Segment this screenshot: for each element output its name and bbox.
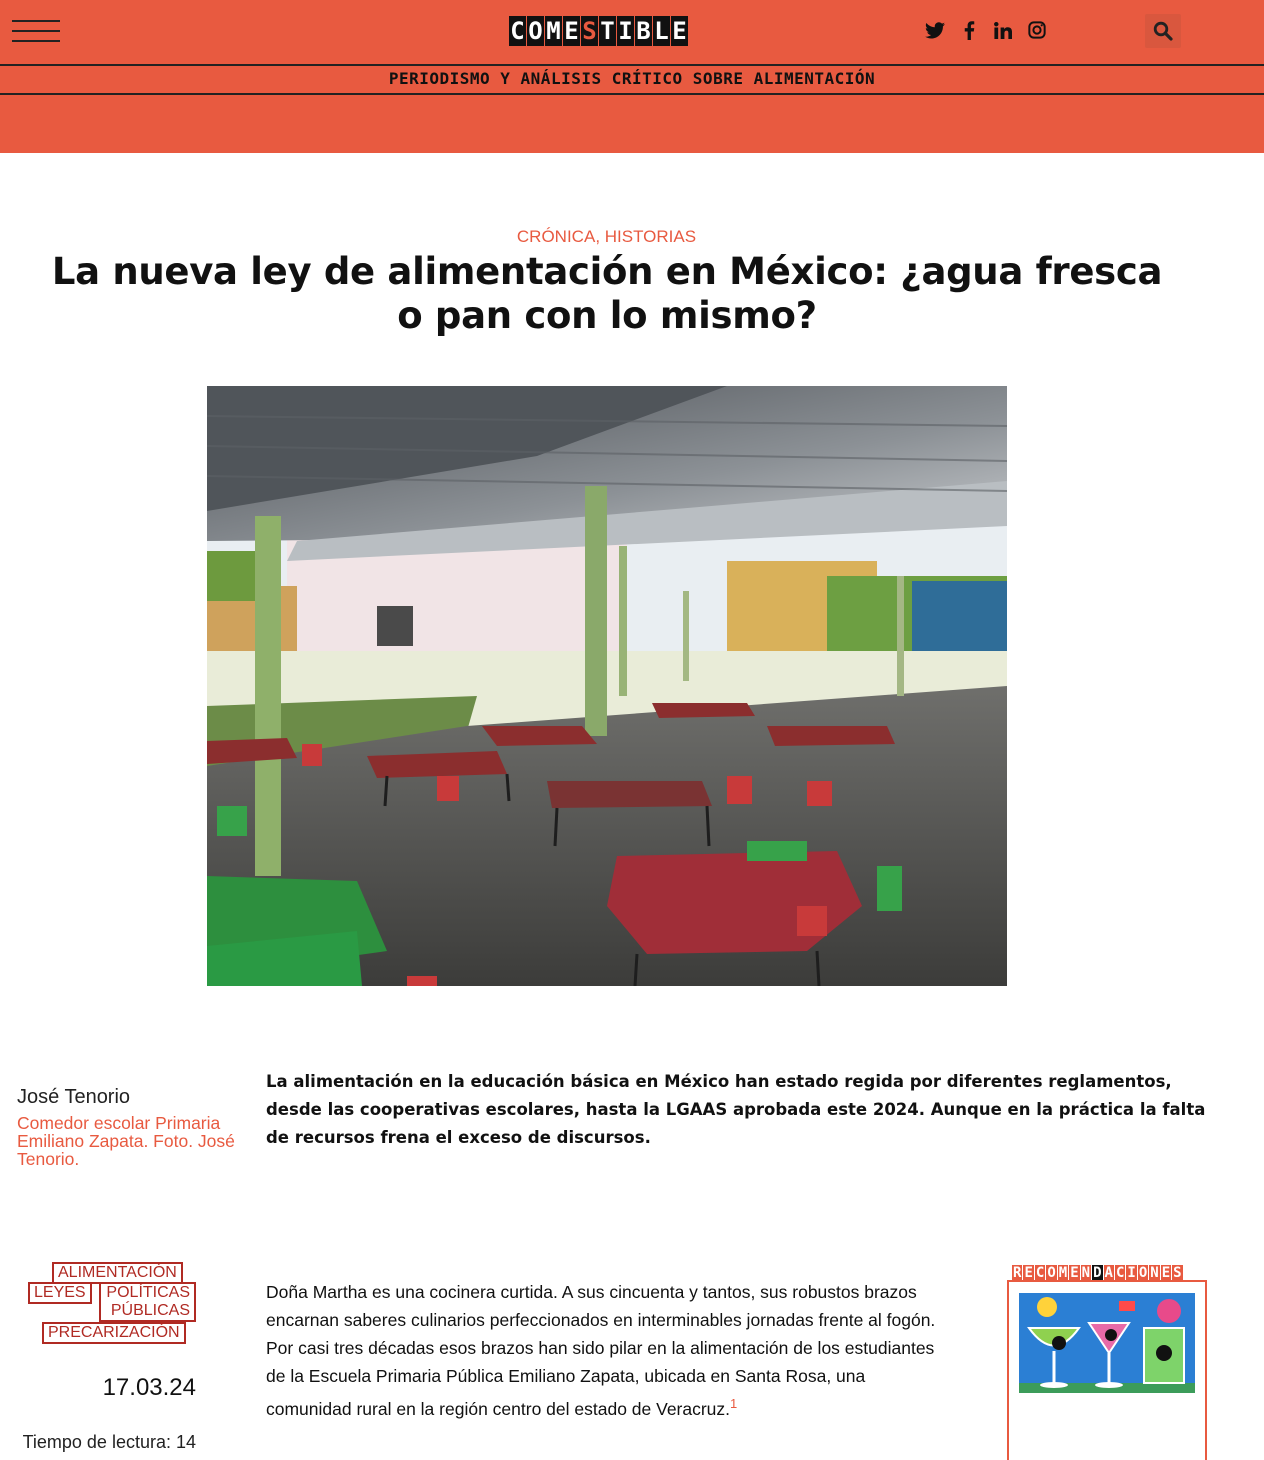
- reading-time: Tiempo de lectura: 14: [22, 1432, 196, 1452]
- category-link[interactable]: HISTORIAS: [604, 227, 697, 246]
- recommendations-letter: D: [1093, 1265, 1102, 1281]
- footnote-link[interactable]: 1: [730, 1396, 738, 1411]
- article-title: La nueva ley de alimentación en México: ¿agua fresca o pan con lo mismo?: [51, 250, 1163, 337]
- tag-alimentacion[interactable]: ALIMENTACIÓN: [52, 1262, 183, 1284]
- recommendations-letter: O: [1047, 1265, 1056, 1281]
- category-separator: ,: [595, 227, 605, 246]
- recommendations-letter: A: [1104, 1265, 1113, 1281]
- article-photo: [207, 386, 1007, 986]
- tag-precarizacion[interactable]: PRECARIZACIÓN: [42, 1322, 186, 1344]
- logo-letter: C: [510, 17, 525, 45]
- facebook-icon[interactable]: [959, 19, 979, 41]
- tag-politicas-publicas[interactable]: POLÍTICAS PÚBLICAS: [99, 1282, 196, 1322]
- recommendations-letter: R: [1013, 1265, 1022, 1281]
- article-tags: [20, 1262, 200, 1354]
- recommendations-letter: E: [1024, 1265, 1033, 1281]
- recommendations-letter: C: [1115, 1265, 1125, 1281]
- logo-letter: T: [600, 17, 615, 45]
- logo-letter: O: [528, 17, 543, 45]
- recommendations-letter: N: [1081, 1265, 1091, 1281]
- recommendations-letter: N: [1150, 1265, 1159, 1281]
- logo-letter: E: [564, 17, 579, 45]
- category-link[interactable]: CRÓNICA: [516, 227, 596, 246]
- logo-letter: L: [654, 17, 669, 45]
- article-date: 17.03.24: [102, 1374, 196, 1401]
- logo-letter: B: [636, 17, 651, 45]
- top-bar: [0, 2, 1264, 66]
- article-categories: [0, 227, 1213, 247]
- search-icon: [1153, 21, 1173, 41]
- recommendations-letter: E: [1161, 1265, 1171, 1281]
- social-links: [925, 19, 1047, 41]
- recommendations-letter: O: [1138, 1265, 1148, 1281]
- search-button[interactable]: [1145, 14, 1181, 48]
- logo-letter: M: [546, 17, 561, 45]
- article-author: José Tenorio: [17, 1086, 131, 1108]
- recommendation-image[interactable]: [1019, 1293, 1195, 1393]
- recommendations-title: [1012, 1265, 1183, 1281]
- logo-letter: I: [618, 17, 633, 45]
- logo-letter: S: [582, 17, 597, 45]
- linkedin-icon[interactable]: [993, 19, 1013, 41]
- recommendations-letter: I: [1127, 1265, 1136, 1281]
- site-tagline: PERIODISMO Y ANÁLISIS CRÍTICO SOBRE ALIMENTACIÓN: [0, 66, 1264, 95]
- site-logo[interactable]: [480, 16, 718, 46]
- article-body-paragraph: [266, 1278, 946, 1423]
- recommendations-letter: S: [1173, 1265, 1182, 1281]
- paragraph-text: Doña Martha es una cocinera curtida. A sus cincuenta y tantos, sus robustos brazos encarnan saberes culinarios perfeccionados en interminables jornadas frente al fogón. Por casi tres décadas esos brazos han sido pilar en la alimentación de los estudiantes de la Escuela Primaria Pública Emiliano Zapata, ubicada en Santa Rosa, una comunidad rural en la región centro del estado de Veracruz.: [266, 1282, 936, 1419]
- logo-letter: E: [672, 17, 687, 45]
- instagram-icon[interactable]: [1027, 19, 1047, 41]
- article-lead: La alimentación en la educación básica en México han estado regida por diferentes reglamentos, desde las cooperativas escolares, hasta la LGAAS aprobada este 2024. Aunque en la práctica la falta de recursos frena el exceso de discursos.: [266, 1072, 1206, 1147]
- tag-leyes[interactable]: LEYES: [28, 1282, 92, 1304]
- menu-icon[interactable]: [12, 20, 60, 44]
- recommendations-letter: M: [1058, 1265, 1068, 1281]
- recommendations-letter: E: [1070, 1265, 1079, 1281]
- site-header: [0, 0, 1264, 153]
- twitter-icon[interactable]: [925, 19, 945, 41]
- recommendations-letter: C: [1035, 1265, 1045, 1281]
- photo-caption: Comedor escolar Primaria Emiliano Zapata. Foto. José Tenorio.: [17, 1113, 235, 1169]
